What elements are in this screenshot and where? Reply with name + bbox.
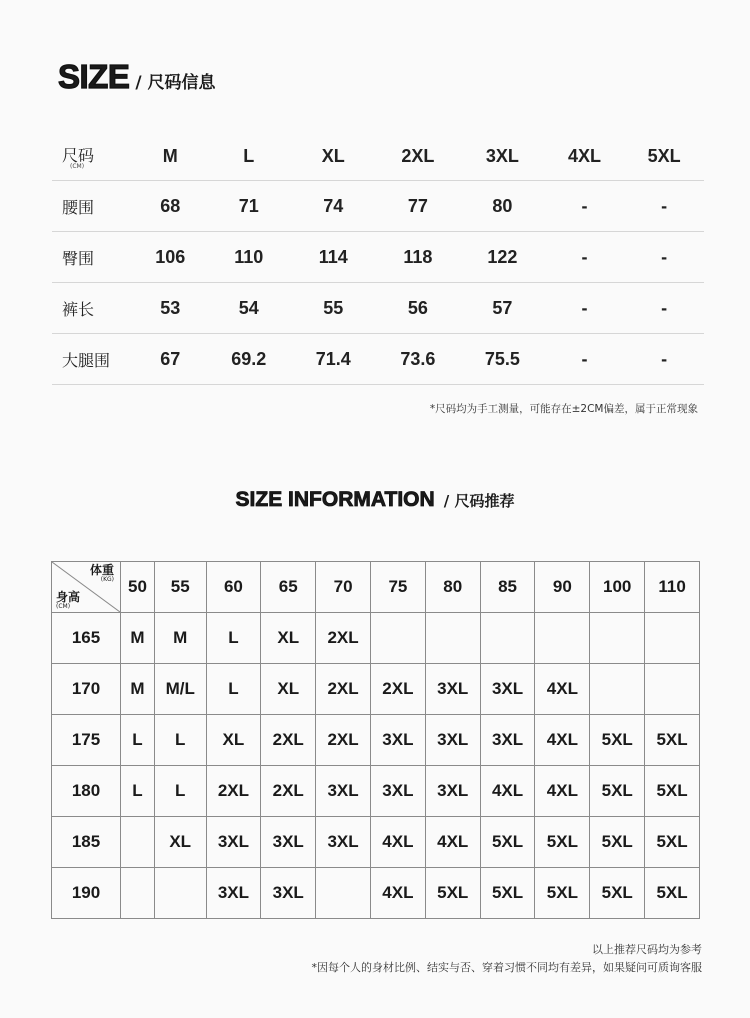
weight-header-cell: 65 (261, 562, 316, 613)
recommended-size-cell: 4XL (370, 817, 425, 868)
size-header-cell: XL (291, 132, 376, 181)
recommended-size-cell (316, 868, 371, 919)
recommended-size-cell (370, 613, 425, 664)
measurement-label: 大腿围 (52, 334, 134, 385)
measurement-value: 122 (460, 232, 545, 283)
height-header-cell: 190 (52, 868, 121, 919)
measurement-row (52, 334, 704, 385)
measurement-value: 67 (134, 334, 206, 385)
weight-header-cell: 60 (206, 562, 261, 613)
weight-header-cell: 75 (370, 562, 425, 613)
recommended-size-cell: 5XL (535, 817, 590, 868)
measurement-value: 73.6 (376, 334, 461, 385)
height-header-cell: 175 (52, 715, 121, 766)
recommended-size-cell: M (121, 613, 155, 664)
recommended-size-cell (480, 613, 535, 664)
height-header-cell: 180 (52, 766, 121, 817)
recommended-size-cell: 2XL (316, 715, 371, 766)
recommended-size-cell: 3XL (370, 715, 425, 766)
measurement-value: 106 (134, 232, 206, 283)
corner-weight (90, 564, 114, 583)
corner-height (56, 591, 80, 610)
corner-weight-label: 体重 (89, 563, 114, 577)
recommended-size-cell (645, 664, 700, 715)
recommended-size-cell: L (154, 766, 206, 817)
size-information-title-cn: / 尺码推荐 (443, 492, 515, 510)
measurement-value: 80 (460, 181, 545, 232)
recommended-size-cell (425, 613, 480, 664)
height-row (52, 868, 700, 919)
measurement-value: 53 (134, 283, 206, 334)
recommended-size-cell: 3XL (316, 817, 371, 868)
measurement-value: 54 (206, 283, 291, 334)
measurement-value: 75.5 (460, 334, 545, 385)
recommended-size-cell: 3XL (206, 817, 261, 868)
height-row (52, 664, 700, 715)
size-header-cell: 4XL (545, 132, 625, 181)
recommended-size-cell: 3XL (206, 868, 261, 919)
recommended-size-cell: 5XL (590, 817, 645, 868)
recommended-size-cell: 4XL (425, 817, 480, 868)
height-row (52, 613, 700, 664)
recommended-size-cell: 2XL (261, 766, 316, 817)
recommended-size-cell: 4XL (535, 715, 590, 766)
corner-height-unit: (CM) (56, 603, 71, 610)
measurement-label: 腰围 (52, 181, 134, 232)
size-unit-label: (CM) (70, 162, 85, 170)
recommended-size-cell: 5XL (645, 817, 700, 868)
recommended-size-cell: 5XL (480, 868, 535, 919)
recommended-size-cell: 2XL (206, 766, 261, 817)
size-measurement-table (52, 132, 704, 385)
recommended-size-cell: 3XL (370, 766, 425, 817)
measurement-label: 臀围 (52, 232, 134, 283)
recommended-size-cell (590, 664, 645, 715)
recommended-size-cell: 4XL (370, 868, 425, 919)
size-title-cn: / 尺码信息 (135, 73, 216, 93)
weight-header-cell: 85 (480, 562, 535, 613)
recommended-size-cell: 5XL (645, 766, 700, 817)
height-row (52, 817, 700, 868)
recommended-size-cell: 5XL (425, 868, 480, 919)
measurement-value: 110 (206, 232, 291, 283)
measurement-value: 69.2 (206, 334, 291, 385)
weight-header-cell: 80 (425, 562, 480, 613)
recommended-size-cell: 4XL (480, 766, 535, 817)
recommended-size-cell: L (121, 766, 155, 817)
recommended-size-cell: 5XL (535, 868, 590, 919)
measurement-value: 57 (460, 283, 545, 334)
measurement-value: - (545, 283, 625, 334)
size-header-cell: 2XL (376, 132, 461, 181)
measurement-value: - (624, 181, 704, 232)
recommended-size-cell: 5XL (645, 715, 700, 766)
size-header-cell: 5XL (624, 132, 704, 181)
recommended-size-cell: XL (261, 613, 316, 664)
size-header-label-cell (52, 132, 134, 181)
size-header-cell: L (206, 132, 291, 181)
recommended-size-cell: M (154, 613, 206, 664)
recommended-size-cell: 3XL (425, 664, 480, 715)
weight-header-cell: 70 (316, 562, 371, 613)
corner-weight-unit: (KG) (100, 576, 114, 583)
recommended-size-cell: 3XL (480, 664, 535, 715)
weight-header-cell: 55 (154, 562, 206, 613)
recommended-size-cell: 4XL (535, 664, 590, 715)
recommendation-note-line2: *因每个人的身材比例、结实与否、穿着习惯不同均有差异，如果疑问可质询客服 (311, 961, 702, 974)
recommendation-note-line1: 以上推荐尺码均为参考 (592, 943, 702, 956)
recommended-size-cell (590, 613, 645, 664)
measurement-value: - (545, 334, 625, 385)
measurement-value: 118 (376, 232, 461, 283)
measurement-value: - (624, 232, 704, 283)
recommended-size-cell: 2XL (316, 613, 371, 664)
height-row (52, 766, 700, 817)
size-recommendation-table (51, 561, 700, 919)
recommended-size-cell: L (206, 664, 261, 715)
measurement-value: 77 (376, 181, 461, 232)
recommended-size-cell: 3XL (425, 715, 480, 766)
recommended-size-cell: L (121, 715, 155, 766)
recommended-size-cell: 5XL (590, 766, 645, 817)
recommendation-note (312, 941, 703, 977)
recommended-size-cell: 3XL (480, 715, 535, 766)
measurement-value: 71.4 (291, 334, 376, 385)
recommended-size-cell (121, 817, 155, 868)
measurement-value: 114 (291, 232, 376, 283)
corner-cell (52, 562, 121, 613)
height-header-cell: 185 (52, 817, 121, 868)
recommended-size-cell: L (154, 715, 206, 766)
weight-header-row (52, 562, 700, 613)
recommended-size-cell (121, 868, 155, 919)
height-row (52, 715, 700, 766)
measurement-value: 68 (134, 181, 206, 232)
recommended-size-cell: 3XL (425, 766, 480, 817)
recommended-size-cell (535, 613, 590, 664)
recommended-size-cell: 5XL (645, 868, 700, 919)
recommended-size-cell (645, 613, 700, 664)
measurement-value: - (624, 283, 704, 334)
recommended-size-cell: 4XL (535, 766, 590, 817)
size-information-title (0, 488, 750, 512)
recommended-size-cell: XL (154, 817, 206, 868)
recommended-size-cell: 3XL (261, 868, 316, 919)
recommended-size-cell: XL (206, 715, 261, 766)
size-title-en: SIZE (58, 58, 130, 95)
weight-header-cell: 100 (590, 562, 645, 613)
measurement-value: 74 (291, 181, 376, 232)
recommended-size-cell: 3XL (316, 766, 371, 817)
weight-header-cell: 50 (121, 562, 155, 613)
recommended-size-cell: XL (261, 664, 316, 715)
size-title (58, 58, 216, 96)
size-header-label: 尺码 (62, 145, 95, 165)
measurement-note: *尺码均为手工测量，可能存在±2CM偏差，属于正常现象 (429, 403, 698, 415)
measurement-value: 56 (376, 283, 461, 334)
measurement-value: 55 (291, 283, 376, 334)
measurement-row (52, 232, 704, 283)
measurement-value: - (624, 334, 704, 385)
size-header-cell: 3XL (460, 132, 545, 181)
corner-height-label: 身高 (56, 590, 81, 604)
height-header-cell: 170 (52, 664, 121, 715)
size-information-title-en: SIZE INFORMATION (235, 488, 435, 511)
recommended-size-cell: 2XL (261, 715, 316, 766)
size-header-cell: M (134, 132, 206, 181)
recommended-size-cell: M (121, 664, 155, 715)
weight-header-cell: 90 (535, 562, 590, 613)
measurement-row (52, 283, 704, 334)
recommended-size-cell: 2XL (370, 664, 425, 715)
recommended-size-cell (154, 868, 206, 919)
height-header-cell: 165 (52, 613, 121, 664)
recommended-size-cell: 5XL (480, 817, 535, 868)
measurement-value: 71 (206, 181, 291, 232)
measurement-value: - (545, 232, 625, 283)
measurement-row (52, 181, 704, 232)
weight-header-cell: 110 (645, 562, 700, 613)
recommended-size-cell: 5XL (590, 715, 645, 766)
measurement-value: - (545, 181, 625, 232)
recommended-size-cell: 3XL (261, 817, 316, 868)
recommended-size-cell: 2XL (316, 664, 371, 715)
measurement-label: 裤长 (52, 283, 134, 334)
recommended-size-cell: 5XL (590, 868, 645, 919)
size-header-row (52, 132, 704, 181)
recommended-size-cell: L (206, 613, 261, 664)
recommended-size-cell: M/L (154, 664, 206, 715)
